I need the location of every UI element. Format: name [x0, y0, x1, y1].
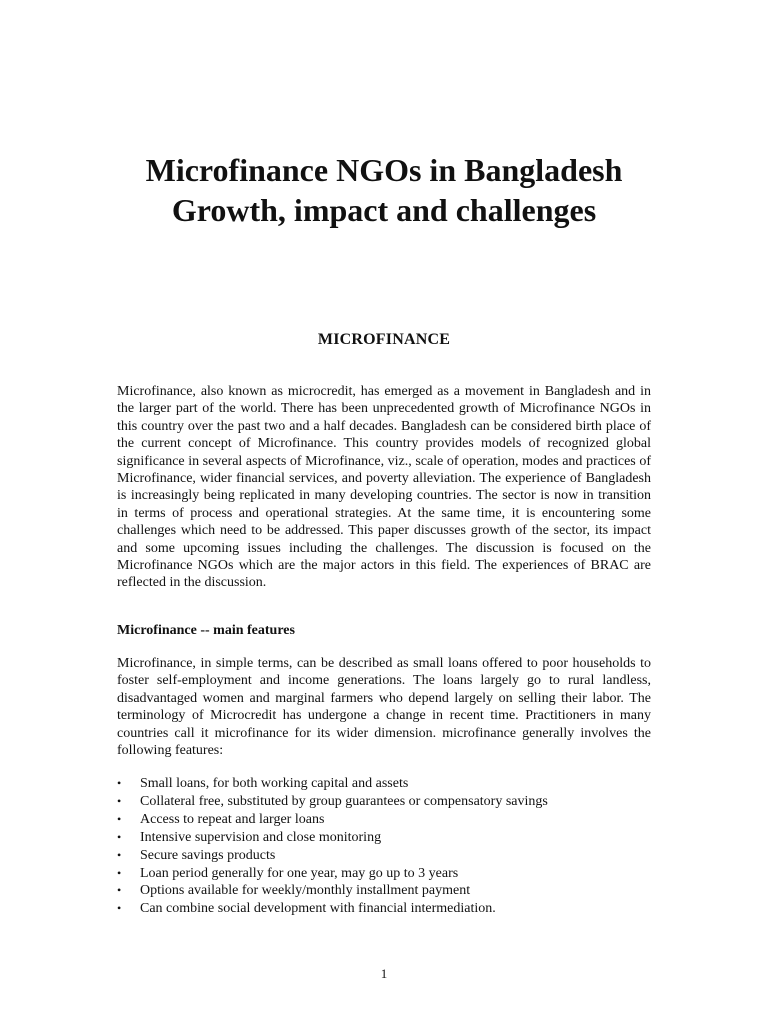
intro-paragraph: Microfinance, also known as microcredit, has emerged as a movement in Bangladesh and in the larger part of the world. There has been unprecedented growth of Microfinance NGOs in this country over the past two and a half decades. Bangladesh can be considered birth place of the current concept of Microfinance. This country provides models of recognized global significance in several aspects of Microfinance, viz., scale of operation, modes and practices of Microfinance, wider financial services, and poverty alleviation. The experience of Bangladesh is increasingly being replicated in many developing countries. The sector is now in transition in terms of process and operational strategies. At the same time, it is encountering some challenges which need to be addressed. This paper discusses growth of the sector, its impact and some upcoming issues including the challenges. The discussion is focused on the Microfinance NGOs which are the major actors in this field. The experiences of BRAC are reflected in the discussion.	[117, 384, 651, 591]
bullet-icon: •	[117, 829, 122, 844]
bullet-icon: •	[117, 793, 122, 808]
feature-text: Small loans, for both working capital and assets	[140, 776, 409, 791]
feature-item	[117, 811, 651, 829]
bullet-icon: •	[117, 776, 122, 790]
title-line-2: Growth, impact and challenges	[171, 192, 597, 228]
title-line-1: Microfinance NGOs in Bangladesh	[145, 152, 623, 188]
document-title	[0, 150, 768, 230]
features-list	[117, 775, 651, 918]
feature-text: Loan period generally for one year, may go up to 3 years	[140, 865, 459, 881]
features-intro-paragraph: Microfinance, in simple terms, can be described as small loans offered to poor households to foster self-employment and income generations. The loans largely go to rural landless, disadvantaged women and marginal farmers who depend largely on selling their labor. The terminology of Microcredit has undergone a change in recent time. Practitioners in many countries call it microfinance for its wider dimension. microfinance generally involves the following features:	[117, 656, 651, 759]
bullet-icon: •	[117, 901, 122, 916]
feature-item	[117, 775, 651, 793]
feature-text: Collateral free, substituted by group guarantees or compensatory savings	[140, 793, 548, 809]
feature-text: Intensive supervision and close monitoring	[140, 829, 382, 845]
feature-item	[117, 865, 651, 883]
subheading-main-features: Microfinance -- main features	[117, 623, 295, 638]
bullet-icon: •	[117, 865, 122, 880]
bullet-icon: •	[117, 811, 122, 826]
page-number: 1	[380, 966, 388, 981]
feature-item	[117, 829, 651, 847]
section-heading: MICROFINANCE	[317, 331, 451, 348]
bullet-icon: •	[117, 847, 122, 862]
feature-text: Secure savings products	[140, 847, 276, 863]
feature-item	[117, 847, 651, 865]
feature-item	[117, 882, 651, 900]
feature-item	[117, 900, 651, 918]
feature-text: Access to repeat and larger loans	[140, 811, 325, 827]
feature-text: Options available for weekly/monthly installment payment	[140, 883, 471, 899]
bullet-icon: •	[117, 883, 122, 898]
feature-text: Can combine social development with financial intermediation.	[140, 901, 496, 917]
feature-item	[117, 793, 651, 811]
